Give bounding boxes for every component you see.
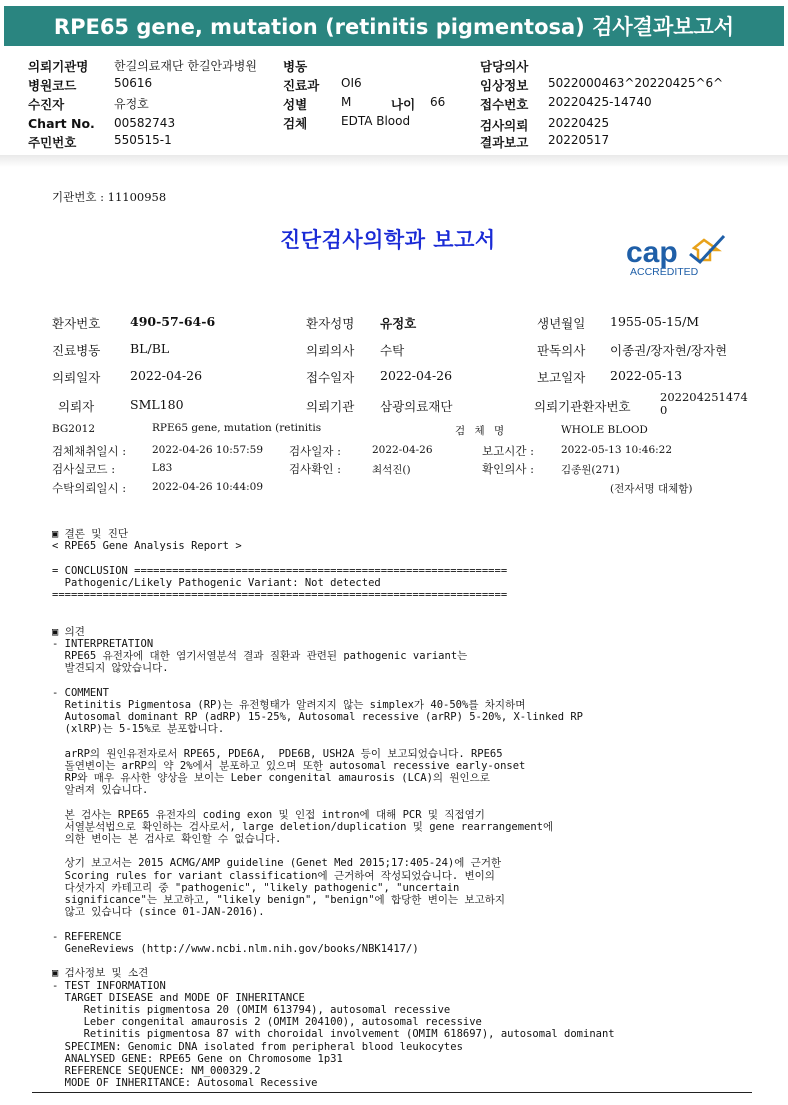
header-label: 검체 [283,116,308,131]
report-body-line: REFERENCE SEQUENCE: NM_000329.2 [52,1064,261,1077]
test-label: 검사확인 : [289,462,341,476]
report-body-line [52,601,615,613]
patient-label: 생년월일 [537,316,586,331]
report-body-line: 돌연변이는 arRP의 약 2%에서 분포하고 있으며 또한 autosomal recessive early-onset [52,759,526,772]
test-value: L83 [152,462,173,474]
header-label: 결과보고 [480,135,529,150]
header-label: 의뢰기관명 [28,59,89,74]
report-body-line: - COMMENT [52,686,109,699]
report-body-line: ======================================================================== [52,589,508,602]
report-body-line: Scoring rules for variant classification에 근거하여 작성되었습니다. 변이의 [52,869,495,882]
patient-label: 환자번호 [52,316,101,331]
patient-label: 진료병동 [52,343,101,358]
section-divider [0,155,788,167]
cap-accredited-logo [624,232,728,280]
patient-value: 1955-05-15/M [610,314,700,329]
patient-value: BL/BL [130,341,170,356]
report-body-line [52,552,615,564]
test-value: 김종원(271) [561,464,620,476]
report-body-line: Pathogenic/Likely Pathogenic Variant: Not detected [52,576,381,589]
report-body-line [52,845,615,857]
bottom-rule [32,1092,752,1093]
report-body-line: RP와 매우 유사한 양상을 보이는 Leber congenital amaurosis (LCA)의 원인으로 [52,772,490,785]
header-label: 성별 [283,97,308,112]
report-body-line: 않고 있습니다 (since 01-JAN-2016). [52,906,265,919]
specimen-label: 검 체 명 [455,425,508,437]
report-body-line: Autosomal dominant RP (adRP) 15-25%, Autosomal recessive (arRP) 5-20%, X-linked RP [52,711,584,724]
header-label: 주민번호 [28,135,77,150]
report-body-line [52,735,615,747]
patient-value: SML180 [130,397,184,412]
report-body-line: Leber congenital amaurosis 2 (OMIM 204100), autosomal recessive [52,1016,482,1029]
patient-value: 2022-04-26 [380,368,453,383]
header-label: 임상정보 [480,78,529,93]
patient-label: 환자성명 [306,316,355,331]
patient-label: 의뢰기관환자번호 [534,399,631,414]
report-body-line: Retinitis pigmentosa 20 (OMIM 613794), autosomal recessive [52,1003,451,1016]
patient-label: 의뢰의사 [306,343,355,358]
header-value: M [341,95,352,109]
header-value: 20220425 [548,116,610,130]
test-label: 확인의사 : [482,462,534,476]
report-body-line: MODE OF INHERITANCE: Autosomal Recessive [52,1077,318,1090]
patient-value: 이종권/장자현/장자현 [610,343,728,358]
report-body-line [52,674,615,686]
institution-number: 기관번호 : 11100958 [52,190,167,204]
report-body-line: - REFERENCE [52,930,122,943]
header-label: 검사의뢰 [480,118,529,133]
report-body-line: TARGET DISEASE and MODE OF INHERITANCE [52,991,305,1004]
header-value: 00582743 [114,116,176,130]
age-value: 66 [430,95,446,109]
test-value: 2022-04-26 10:57:59 [152,444,264,456]
report-body-line: 발견되지 않았습니다. [52,662,169,675]
report-body-line: = CONCLUSION =========================================================== [52,564,508,577]
header-value: 한길의료재단 한길안과병원 [114,59,257,73]
patient-label: 의뢰일자 [52,370,101,385]
test-value: 2022-04-26 [372,444,433,456]
header-value: OI6 [341,76,362,90]
patient-value: 2022-04-26 [130,368,203,383]
report-body-line: SPECIMEN: Genomic DNA isolated from peripheral blood leukocytes [52,1040,463,1053]
report-body-line: 알려져 있습니다. [52,784,149,797]
patient-value: 202204251474 [660,390,748,404]
report-body-line: arRP의 원인유전자로서 RPE65, PDE6A, PDE6B, USH2A 등이 보고되었습니다. RPE65 [52,747,503,760]
test-label: 검체채취일시 : [52,444,127,458]
header-label: Chart No. [28,116,95,131]
patient-value: 유정호 [380,316,417,331]
report-body-line: 의한 변이는 본 검사로 확인할 수 없습니다. [52,833,282,846]
patient-label: 의뢰자 [58,399,95,414]
header-label: 진료과 [283,78,320,93]
patient-value: 수탁 [380,343,405,358]
header-value: 550515-1 [114,133,172,147]
report-body-line [52,919,615,931]
report-body-line: Retinitis pigmentosa 87 with choroidal involvement (OMIM 618697), autosomal dominant [52,1028,615,1041]
e-signature-note: (전자서명 대체함) [610,483,693,495]
test-value: 2022-04-26 10:44:09 [152,481,264,493]
report-body-line [52,613,615,625]
report-heading: 진단검사의학과 보고서 [280,227,496,252]
header-label: 수진자 [28,97,65,112]
patient-value: 삼광의료재단 [380,399,453,414]
age-label: 나이 [391,97,416,112]
header-value: 유정호 [114,97,149,111]
report-body-line: (xlRP)는 5-15%로 분포합니다. [52,723,225,736]
report-body-line: ▣ 검사정보 및 소견 [52,967,149,980]
test-label: 검사실코드 : [52,462,116,476]
report-body-line: Retinitis Pigmentosa (RP)는 유전형태가 알려지지 않는 simplex가 40-50%를 차지하며 [52,698,526,711]
report-body-line: significance"는 보고하고, "likely benign", "benign"에 합당한 변이는 보고하지 [52,894,506,907]
report-body-line: ▣ 결론 및 진단 [52,528,129,540]
test-label: 수탁의뢰일시 : [52,481,127,495]
header-value: 20220517 [548,133,610,147]
cap-accredited-text: ACCREDITED [630,266,699,278]
report-body-line: RPE65 유전자에 대한 염기서열분석 결과 질환과 관련된 pathogenic variant는 [52,650,468,663]
report-body-line: - TEST INFORMATION [52,979,166,992]
test-label: 보고시간 : [482,444,534,458]
test-name: RPE65 gene, mutation (retinitis [152,422,322,434]
test-code: BG2012 [52,423,96,435]
report-body-line: 다섯가지 카테고리 중 "pathogenic", "likely pathogenic", "uncertain [52,881,460,894]
header-value: EDTA Blood [341,114,411,128]
header-value: 5022000463^20220425^6^ [548,76,724,90]
header-value: 20220425-14740 [548,95,652,109]
report-body [52,528,615,1089]
header-label: 병원코드 [28,78,77,93]
report-body-line: 상기 보고서는 2015 ACMG/AMP guideline (Genet Med 2015;17:405-24)에 근거한 [52,857,502,870]
patient-value: 490-57-64-6 [130,314,216,329]
report-body-line: 서열분석법으로 확인하는 검사로서, large deletion/duplication 및 gene rearrangement에 [52,820,554,833]
header-label: 담당의사 [480,59,529,74]
report-title-banner: RPE65 gene, mutation (retinitis pigmentosa) 검사결과보고서 [4,6,784,46]
specimen-value: WHOLE BLOOD [561,424,648,436]
patient-label: 접수일자 [306,370,355,385]
report-body-line: < RPE65 Gene Analysis Report > [52,540,242,553]
patient-value-cont: 0 [660,403,668,417]
header-label: 접수번호 [480,97,529,112]
test-value: 2022-05-13 10:46:22 [561,444,673,456]
header-label: 병동 [283,59,308,74]
report-body-line: ANALYSED GENE: RPE65 Gene on Chromosome 1p31 [52,1052,343,1065]
report-body-line: - INTERPRETATION [52,637,154,650]
report-body-line [52,796,615,808]
header-value: 50616 [114,76,153,90]
report-body-line [52,955,615,967]
patient-label: 보고일자 [537,370,586,385]
patient-label: 판독의사 [537,343,586,358]
report-body-line: GeneReviews (http://www.ncbi.nlm.nih.gov/books/NBK1417/) [52,942,419,955]
report-body-line: 본 검사는 RPE65 유전자의 coding exon 및 인접 intron에 대해 PCR 및 직접염기 [52,808,485,821]
report-body-line: ▣ 의견 [52,625,85,638]
patient-label: 의뢰기관 [306,399,355,414]
test-value: 최석진() [372,464,411,476]
cap-logo-text: cap [626,236,678,269]
title-bar [0,0,788,58]
patient-value: 2022-05-13 [610,368,683,383]
test-label: 검사일자 : [289,444,341,458]
